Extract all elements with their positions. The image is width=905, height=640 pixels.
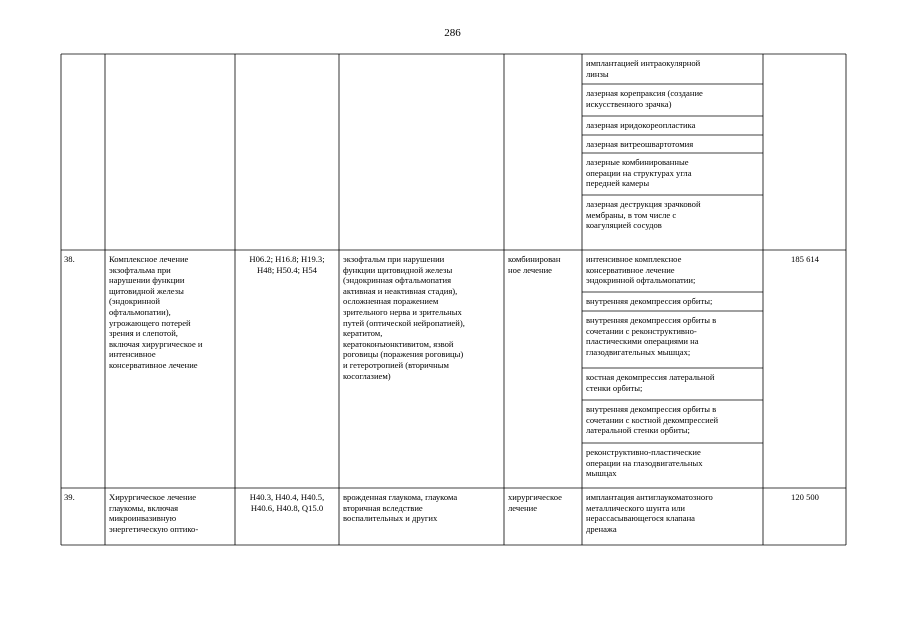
page-number: 286: [444, 27, 461, 39]
row-number: 39.: [64, 492, 75, 502]
treatment-item: имплантацией интраокулярной линзы: [586, 58, 701, 79]
patient-model: врожденная глаукома, глаукома вторичная вследствие воспалительных и других: [343, 492, 458, 524]
treatment-item: имплантация антиглаукоматозного металлического шунта или нерассасывающегося клапана дренажа: [586, 492, 713, 534]
price: 120 500: [791, 492, 819, 502]
treatment-group-name: Хирургическое лечение глаукомы, включая микроинвазивную энергетическую оптико-: [109, 492, 199, 534]
treatment-item: лазерные комбинированные операции на структурах угла передней камеры: [586, 157, 692, 189]
treatment-item: лазерная корепраксия (создание искусственного зрачка): [586, 88, 703, 109]
treatment-item: лазерная деструкция зрачковой мембраны, в том числе с коагуляцией сосудов: [586, 199, 701, 231]
treatment-item: лазерная витреошвартотомия: [586, 139, 694, 149]
treatment-item: костная декомпрессия латеральной стенки орбиты;: [586, 372, 715, 393]
icd-codes: H06.2; H16.8; H19.3; H48; H50.4; H54: [249, 254, 325, 275]
treatment-item: лазерная иридокореопластика: [586, 120, 696, 130]
treatment-item: реконструктивно-пластические операции на глазодвигательных мышцах: [586, 447, 703, 479]
price: 185 614: [791, 254, 819, 264]
patient-model: экзофтальм при нарушении функции щитовидной железы (эндокринная офтальмопатия активная и неактивная стадия), осложненная поражением зрительного нерва и зрительных путей (оптической нейропатией), кератитом, кератоконъюнктивитом, язвой роговицы (поражения роговицы) и гетеротропией (вторичным косоглазием): [343, 254, 465, 381]
treatment-type: комбинирован ное лечение: [508, 254, 561, 275]
icd-codes: H40.3, H40.4, H40.5, H40.6, H40.8, Q15.0: [249, 492, 325, 513]
treatment-item: внутренняя декомпрессия орбиты в сочетании с реконструктивно- пластическими операциями на глазодвигательных мышцах;: [586, 315, 717, 357]
treatment-type: хирургическое лечение: [508, 492, 562, 513]
treatment-item: внутренняя декомпрессия орбиты в сочетании с костной декомпрессией латеральной стенки орбиты;: [586, 404, 719, 436]
treatment-group-name: Комплексное лечение экзофтальма при нарушении функции щитовидной железы (эндокринной офтальмопатии), угрожающего потерей зрения и слепотой, включая хирургическое и интенсивное консервативное лечение: [109, 254, 203, 370]
treatment-item: внутренняя декомпрессия орбиты;: [586, 296, 713, 306]
treatment-item: интенсивное комплексное консервативное лечение эндокринной офтальмопатии;: [586, 254, 696, 286]
row-number: 38.: [64, 254, 75, 264]
